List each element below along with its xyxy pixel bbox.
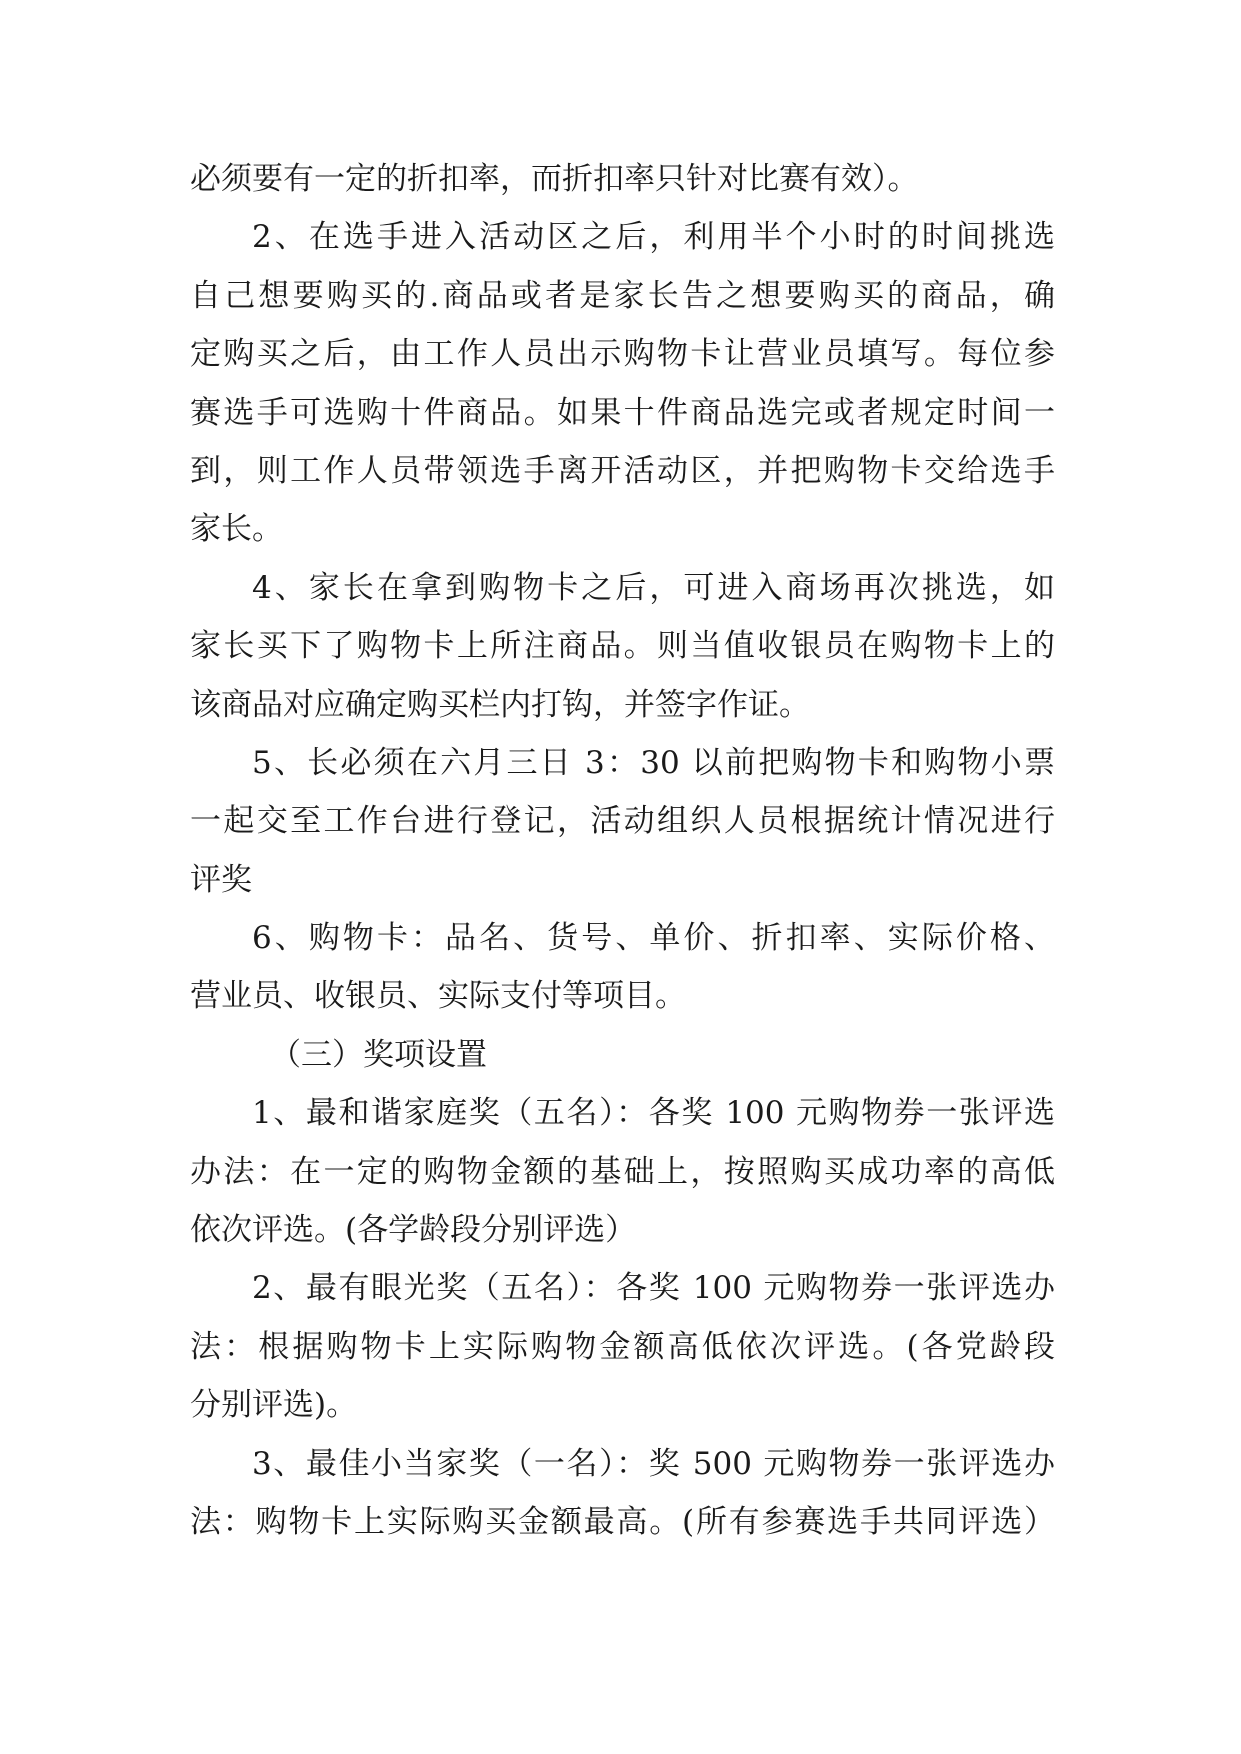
paragraph-line: 3、最佳小当家奖（一名）：奖 500 元购物券一张评选办 bbox=[252, 1445, 1055, 1482]
paragraph-line: 5、长必须在六月三日 3：30 以前把购物卡和购物小票 bbox=[252, 744, 1055, 781]
paragraph-line: 1、最和谐家庭奖（五名）：各奖 100 元购物券一张评选 bbox=[252, 1095, 1055, 1132]
paragraph-line: 分别评选)。 bbox=[190, 1387, 358, 1424]
paragraph-line: 评奖 bbox=[190, 861, 252, 898]
paragraph-line: 2、在选手进入活动区之后，利用半个小时的时间挑选 bbox=[252, 219, 1055, 256]
paragraph-line: 一起交至工作台进行登记，活动组织人员根据统计情况进行 bbox=[190, 803, 1055, 840]
paragraph-line: 法：购物卡上实际购买金额最高。(所有参赛选手共同评选） bbox=[190, 1503, 1055, 1540]
paragraph-line: 必须要有一定的折扣率，而折扣率只针对比赛有效）。 bbox=[190, 161, 919, 197]
paragraph-line: 6、购物卡：品名、货号、单价、折扣率、实际价格、 bbox=[252, 920, 1055, 957]
paragraph-line: 赛选手可选购十件商品。如果十件商品选完或者规定时间一 bbox=[190, 394, 1055, 431]
paragraph-line: 到，则工作人员带领选手离开活动区，并把购物卡交给选手 bbox=[190, 452, 1055, 489]
section-heading: （三）奖项设置 bbox=[270, 1036, 487, 1073]
paragraph-line: 家长。 bbox=[190, 511, 283, 548]
document-body bbox=[190, 150, 1055, 1551]
paragraph-line: 依次评选。(各学龄段分别评选） bbox=[190, 1212, 637, 1249]
paragraph-line: 定购买之后，由工作人员出示购物卡让营业员填写。每位参 bbox=[190, 336, 1055, 373]
paragraph-line: 该商品对应确定购买栏内打钩，并签字作证。 bbox=[190, 686, 810, 723]
paragraph-line: 营业员、收银员、实际支付等项目。 bbox=[190, 978, 686, 1015]
paragraph-line: 2、最有眼光奖（五名）：各奖 100 元购物券一张评选办 bbox=[252, 1270, 1055, 1307]
paragraph-line: 4、家长在拿到购物卡之后，可进入商场再次挑选，如 bbox=[252, 569, 1055, 606]
paragraph-line: 家长买下了购物卡上所注商品。则当值收银员在购物卡上的 bbox=[190, 628, 1055, 665]
paragraph-line: 办法：在一定的购物金额的基础上，按照购买成功率的高低 bbox=[190, 1153, 1055, 1190]
paragraph-line: 法：根据购物卡上实际购物金额高低依次评选。(各党龄段 bbox=[190, 1328, 1055, 1365]
paragraph-line: 自己想要购买的.商品或者是家长告之想要购买的商品，确 bbox=[190, 277, 1055, 314]
